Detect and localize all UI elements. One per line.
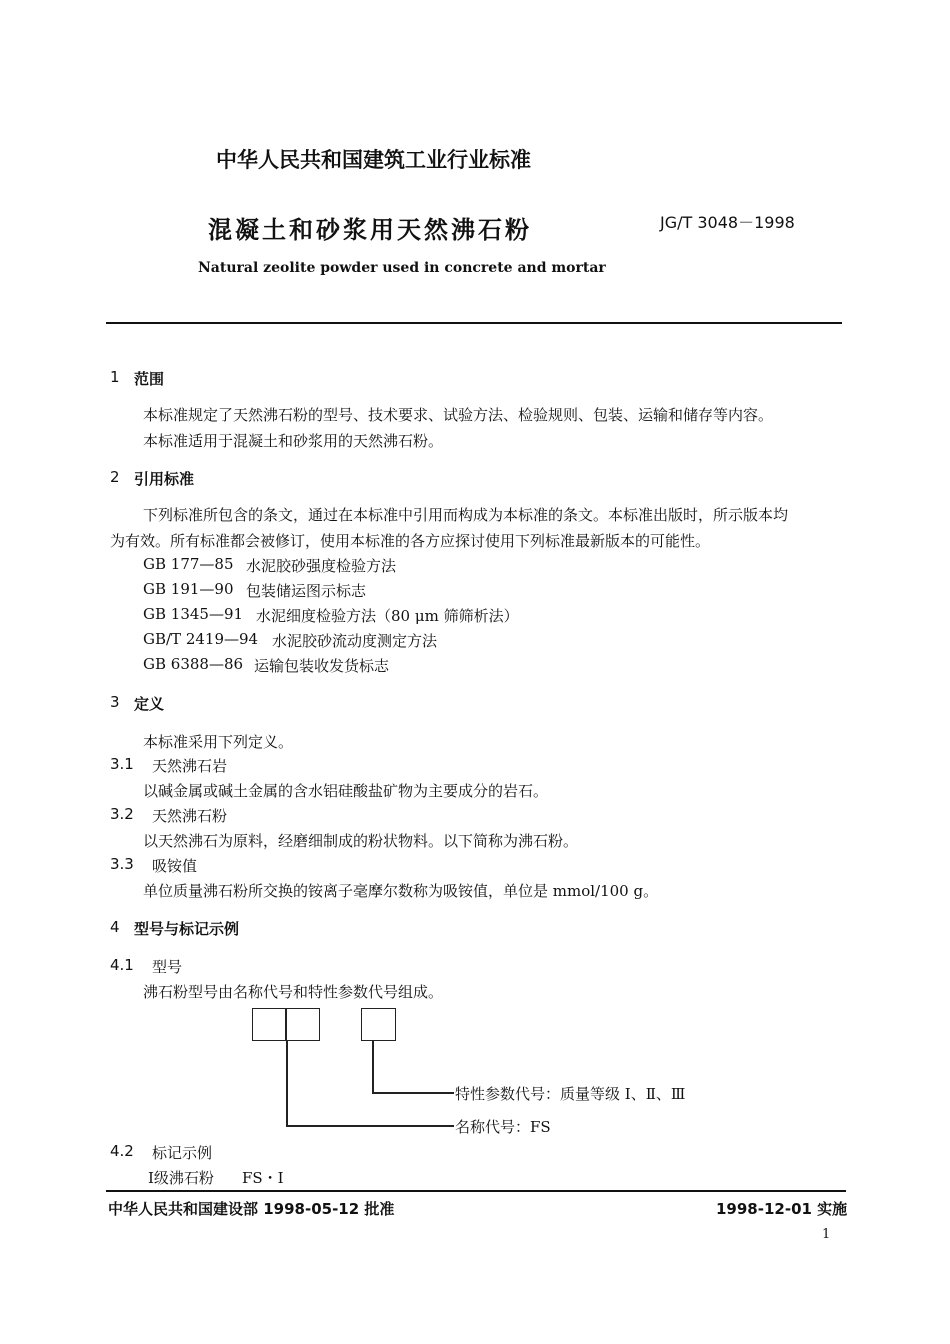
param-code-box [361, 1008, 396, 1041]
standard-code: JG/T 3048－1998 [660, 213, 795, 232]
param-leader-line [372, 1041, 374, 1093]
section-number: 1 [110, 368, 120, 386]
subsection-term: 型号 [152, 958, 183, 976]
reference-name: 包装储运图示标志 [246, 582, 367, 600]
section-number: 2 [110, 468, 120, 486]
reference-code: GB 6388—86 [143, 655, 244, 673]
reference-name: 水泥胶砂流动度测定方法 [272, 632, 438, 650]
section-title: 定义 [134, 695, 165, 713]
definition-term: 天然沸石粉 [152, 807, 228, 825]
subsection-number: 3.3 [110, 855, 134, 873]
reference-code: GB/T 2419—94 [143, 630, 259, 648]
section-number: 4 [110, 918, 120, 936]
definition-text: 单位质量沸石粉所交换的铵离子毫摩尔数称为吸铵值，单位是 mmol/100 g。 [143, 882, 659, 900]
english-title: Natural zeolite powder used in concrete and mortar [198, 260, 606, 276]
name-code-label: 名称代号：FS [455, 1118, 551, 1136]
standard-category: 中华人民共和国建筑工业行业标准 [216, 148, 531, 172]
definition-term: 天然沸石岩 [152, 757, 228, 775]
paragraph: 沸石粉型号由名称代号和特性参数代号组成。 [143, 983, 444, 1001]
subsection-number: 3.1 [110, 755, 134, 773]
param-code-label: 特性参数代号：质量等级 Ⅰ、Ⅱ、Ⅲ [455, 1085, 686, 1103]
paragraph: 本标准采用下列定义。 [143, 733, 294, 751]
definition-term: 吸铵值 [152, 857, 198, 875]
section-title: 引用标准 [134, 470, 195, 488]
example-name: Ⅰ级沸石粉 [148, 1169, 214, 1187]
name-leader-line [286, 1041, 288, 1126]
effective-date: 1998-12-01 实施 [716, 1200, 848, 1218]
header-divider [106, 322, 842, 324]
paragraph: 为有效。所有标准都会被修订，使用本标准的各方应探讨使用下列标准最新版本的可能性。 [110, 532, 711, 550]
section-title: 型号与标记示例 [134, 920, 240, 938]
approval-date: 中华人民共和国建设部 1998-05-12 批准 [108, 1200, 395, 1218]
name-code-box [252, 1008, 287, 1041]
reference-code: GB 1345—91 [143, 605, 244, 623]
page-title: 混凝土和砂浆用天然沸石粉 [208, 216, 532, 244]
definition-text: 以碱金属或碱土金属的含水铝硅酸盐矿物为主要成分的岩石。 [143, 782, 549, 800]
paragraph: 本标准适用于混凝土和砂浆用的天然沸石粉。 [143, 432, 444, 450]
reference-name: 水泥胶砂强度检验方法 [246, 557, 397, 575]
reference-code: GB 177—85 [143, 555, 234, 573]
subsection-number: 4.2 [110, 1142, 134, 1160]
subsection-term: 标记示例 [152, 1144, 213, 1162]
definition-text: 以天然沸石为原料，经磨细制成的粉状物料。以下简称为沸石粉。 [143, 832, 579, 850]
example-code: FS・Ⅰ [242, 1169, 284, 1187]
param-leader-line [372, 1092, 454, 1094]
section-title: 范围 [134, 370, 165, 388]
name-leader-line [286, 1125, 454, 1127]
reference-name: 运输包装收发货标志 [254, 657, 390, 675]
subsection-number: 3.2 [110, 805, 134, 823]
subsection-number: 4.1 [110, 956, 134, 974]
reference-name: 水泥细度检验方法（80 μm 筛筛析法） [256, 607, 519, 625]
paragraph: 本标准规定了天然沸石粉的型号、技术要求、试验方法、检验规则、包装、运输和储存等内容。 [143, 406, 774, 424]
reference-code: GB 191—90 [143, 580, 234, 598]
footer-divider [106, 1190, 846, 1192]
paragraph: 下列标准所包含的条文，通过在本标准中引用而构成为本标准的条文。本标准出版时，所示版本均 [143, 506, 789, 524]
page-number: 1 [822, 1227, 831, 1242]
name-code-box [285, 1008, 320, 1041]
section-number: 3 [110, 693, 120, 711]
